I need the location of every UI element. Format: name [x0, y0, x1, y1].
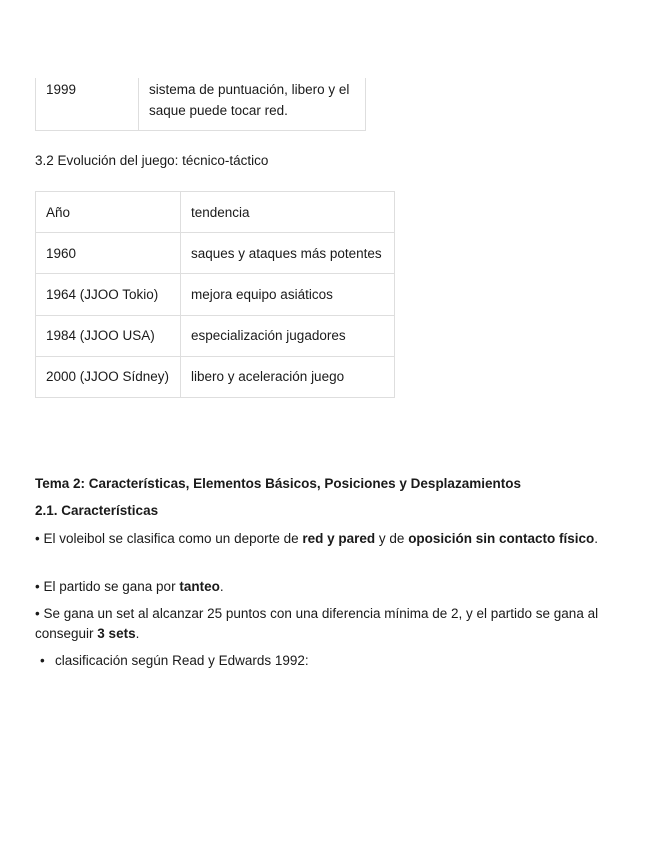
- table-header-year: Año: [36, 192, 181, 233]
- bold-text: tanteo: [179, 579, 220, 594]
- text: • Se gana un set al alcanzar 25 puntos con una diferencia mínima de 2, y el partido se gana al conseguir: [35, 606, 599, 641]
- table-cell-year: 2000 (JJOO Sídney): [36, 356, 181, 397]
- table-cell-trend: mejora equipo asiáticos: [181, 274, 395, 315]
- paragraph-classification: [35, 529, 615, 549]
- table-cell-year: 1984 (JJOO USA): [36, 315, 181, 356]
- text: y de: [375, 531, 409, 546]
- table-cell-year: 1964 (JJOO Tokio): [36, 274, 181, 315]
- list-item-text: clasificación según Read y Edwards 1992:: [55, 653, 309, 668]
- bold-text: 3 sets: [97, 626, 136, 641]
- bold-text: red y pared: [302, 531, 376, 546]
- topic-title: Tema 2: Características, Elementos Básicos, Posiciones y Desplazamientos: [35, 476, 521, 491]
- table-cell-text: sistema de puntuación, libero y el saque puede tocar red.: [139, 78, 366, 130]
- table-row: [36, 274, 395, 315]
- paragraph-scoring: [35, 577, 615, 597]
- evolution-table: [35, 191, 395, 398]
- rules-table: [35, 78, 366, 131]
- list-item: [35, 652, 309, 670]
- table-cell-trend: libero y aceleración juego: [181, 356, 395, 397]
- table-row: [36, 78, 366, 130]
- table-header-row: [36, 192, 395, 233]
- paragraph-sets: [35, 604, 615, 644]
- table-row: [36, 315, 395, 356]
- table-row: [36, 233, 395, 274]
- table-cell-year: 1960: [36, 233, 181, 274]
- bullet-icon: •: [40, 653, 45, 668]
- text: .: [594, 531, 598, 546]
- text: • El partido se gana por: [35, 579, 180, 594]
- text: .: [219, 579, 224, 594]
- section-heading: 3.2 Evolución del juego: técnico-táctico: [35, 153, 269, 168]
- table-row: [36, 356, 395, 397]
- table-cell-trend: especialización jugadores: [181, 315, 395, 356]
- text: • El voleibol se clasifica como un deporte de: [35, 531, 303, 546]
- subsection-title: 2.1. Características: [35, 503, 159, 518]
- text: .: [135, 626, 140, 641]
- table-cell-trend: saques y ataques más potentes: [181, 233, 395, 274]
- bold-text: oposición sin contacto físico: [408, 531, 595, 546]
- table-cell-year: 1999: [36, 78, 139, 130]
- table-header-trend: tendencia: [181, 192, 395, 233]
